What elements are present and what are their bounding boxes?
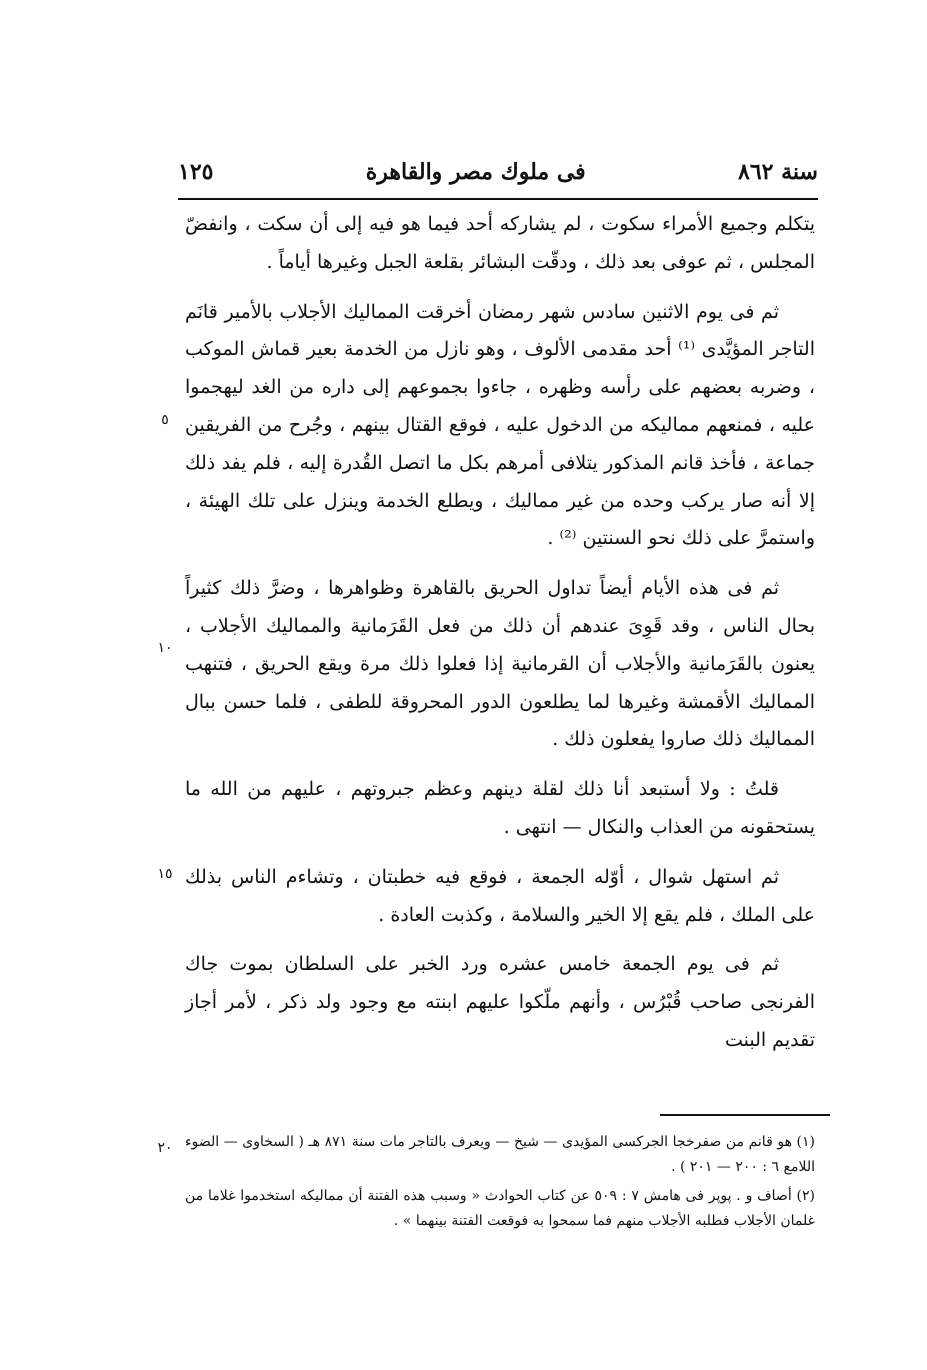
line-number-20: ٢٠ [157,1140,173,1156]
paragraph-5: ثم استهل شوال ، أوّله الجمعة ، فوقع فيه خطبتان ، وتشاءم الناس بذلك على الملك ، فلم يقع إلا الخير والسلامة ، وكذبت العادة . [185,865,815,926]
header-title: فى ملوك مصر والقاهرة [365,159,586,185]
line-number-15: ١٥ [157,866,173,882]
line-number-5: ٥ [161,412,169,428]
paragraph-1: يتكلم وجميع الأمراء سكوت ، لم يشاركه أحد فيما هو فيه إلى أن سكت ، وانفضّ المجلس ، ثم عوفى بعد ذلك ، ودقّت البشائر بقلعة الجبل وغيرها أياماً . [185,213,815,273]
paragraph-2: ثم فى يوم الاثنين سادس شهر رمضان أخرقت المماليك الأجلاب بالأمير قانَم التاجر المؤيَّدى ⁽¹⁾ أحد مقدمى الألوف ، وهو نازل من الخدمة بعير قماش الموكب ، وضربه بعضهم على رأسه وظهره ، جاءوا بجموعهم إلى داره من الغد ليهجموا عليه ، فمنعهم مماليكه من الدخول عليه ، فوقع القتال بينهم ، وجُرح من الفريقين جماعة ، فأخذ قانم المذكور يتلافى أمرهم بكل ما اتصل القُدرة إليه ، فلم يفد ذلك إلا أنه صار يركب وحده من غير مماليك ، ويطلع الخدمة وينزل على تلك الهيئة ، واستمرَّ على ذلك نحو السنتين ⁽²⁾ . [185,300,815,550]
footnote-1: (١) هو قانم من صفرخجا الجركسى المؤيدى — شيخ — ويعرف بالتاجر مات سنة ٨٧١ هـ ( السخاوى — الضوء اللامع ٦ : ٢٠٠ — ٢٠١ ) . [185,1134,815,1175]
running-header [178,150,818,194]
line-number-10: ١٠ [157,640,173,656]
header-divider [178,198,818,200]
footnotes [185,1130,815,1238]
paragraph-6: ثم فى يوم الجمعة خامس عشره ورد الخبر على السلطان بموت جاك الفرنجى صاحب قُبْرُس ، وأنهم ملّكوا عليهم ابنته مع وجود ولد ذكر ، لأمر أجاز تقديم البنت [185,953,815,1051]
footnote-divider [660,1114,830,1116]
paragraph-3: ثم فى هذه الأيام أيضاً تداول الحريق بالقاهرة وظواهرها ، وضرَّ ذلك كثيراً بحال الناس ، وقد قَوِىَ عندهم أن ذلك من فعل القَرَمانية والمماليك الأجلاب ، يعنون بالقَرَمانية والأجلاب أن القرمانية إذا فعلوا ذلك مرة ويقع الحريق ، فتنهب المماليك الأقمشة وغيرها لما يطلعون الدور المحروقة للطفى ، فلما حسن ببال المماليك ذلك صاروا يفعلون ذلك . [185,577,815,751]
page-number: ١٢٥ [178,159,214,185]
footnote-2: (٢) أصاف و . پوپر فى هامش ٧ : ٥٠٩ عن كتاب الحوادث « وسبب هذه الفتنة أن مماليكه استخدموا غلاما من غلمان الأجلاب فطلبه الأجلاب منهم فما سمحوا به فوقعت الفتنة بينهما » . [185,1188,815,1229]
header-year: سنة ٨٦٢ [738,159,818,185]
main-text [185,206,815,1066]
paragraph-4: قلتُ : ولا أستبعد أنا ذلك لقلة دينهم وعظم جبروتهم ، عليهم من الله ما يستحقونه من العذاب والنكال — انتهى . [185,778,815,838]
